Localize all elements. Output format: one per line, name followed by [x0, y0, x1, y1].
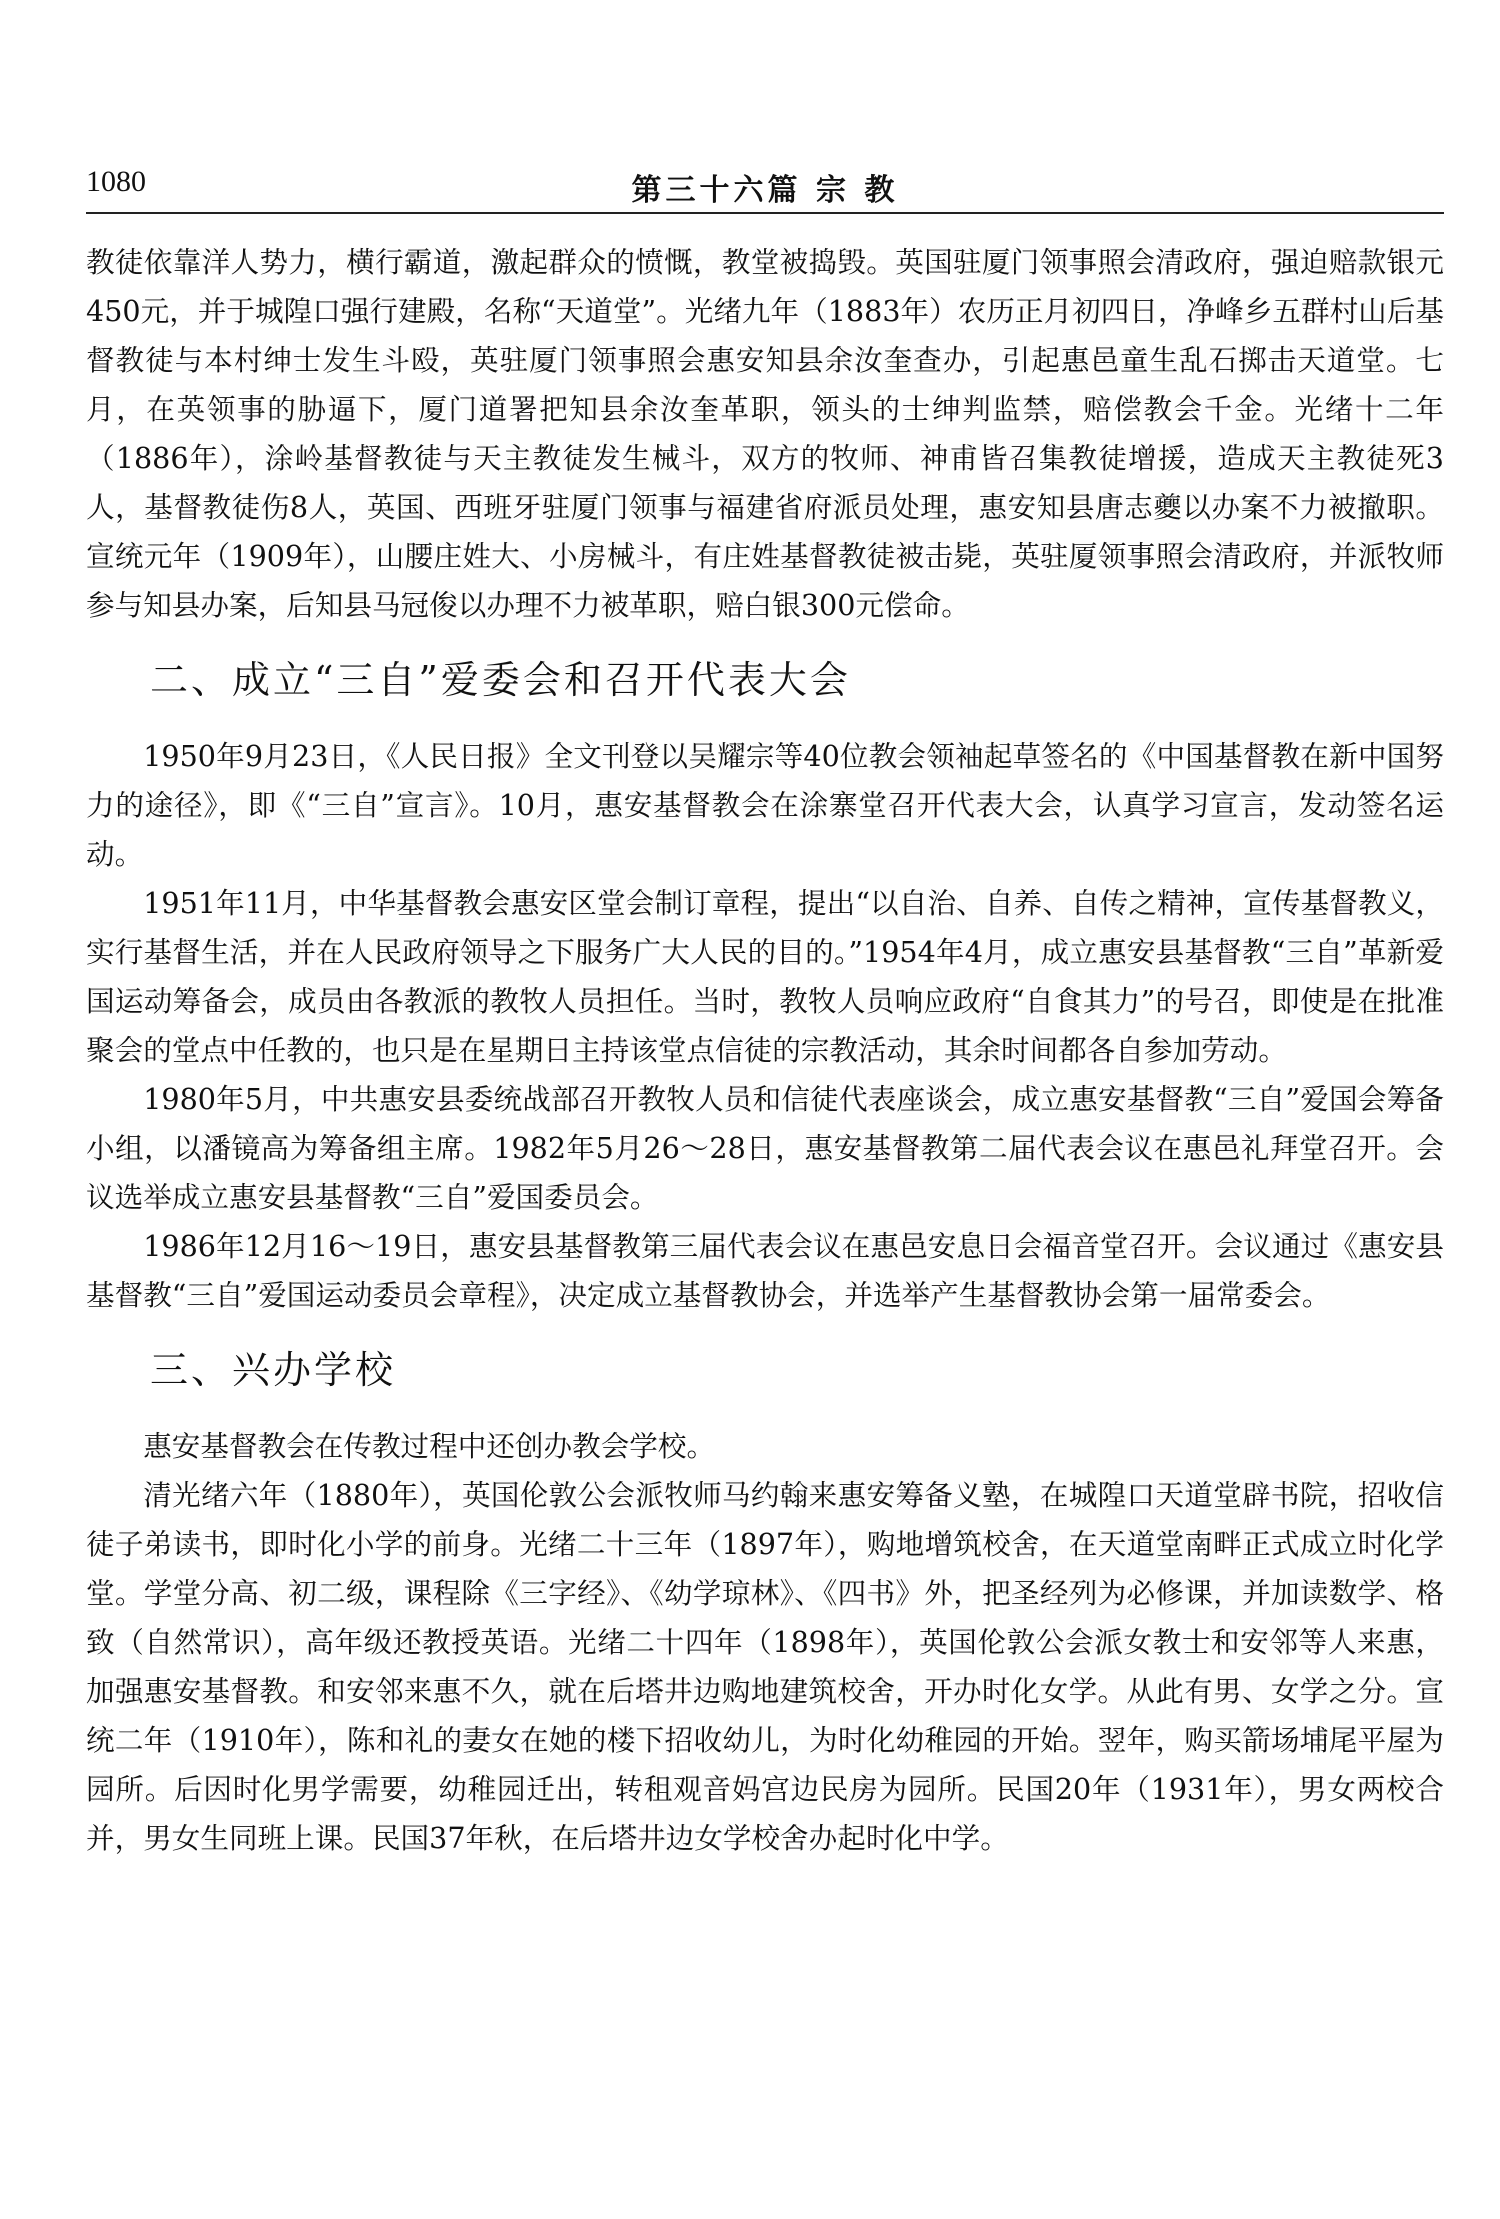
paragraph: 清光绪六年（1880年），英国伦敦公会派牧师马约翰来惠安筹备义塾，在城隍口天道堂辟书院，招收信徒子弟读书，即时化小学的前身。光绪二十三年（1897年），购地增筑校舍，在天道堂南畔正式成立时化学堂。学堂分高、初二级，课程除《三字经》、《幼学琼林》、《四书》外，把圣经列为必修课，并加读数学、格致（自然常识），高年级还教授英语。光绪二十四年（1898年），英国伦敦公会派女教士和安邻等人来惠，加强惠安基督教。和安邻来惠不久，就在后塔井边购地建筑校舍，开办时化女学。从此有男、女学之分。宣统二年（1910年），陈和礼的妻女在她的楼下招收幼儿，为时化幼稚园的开始。翌年，购买箭场埔尾平屋为园所。后因时化男学需要，幼稚园迁出，转租观音妈宫边民房为园所。民国20年（1931年），男女两校合并，男女生同班上课。民国37年秋，在后塔井边女学校舍办起时化中学。 — [86, 1478, 1444, 1855]
book-page — [86, 0, 1444, 2219]
page-content — [86, 238, 1444, 1863]
paragraph: 惠安基督教会在传教过程中还创办教会学校。 — [143, 1429, 716, 1463]
paragraph: 教徒依靠洋人势力，横行霸道，激起群众的愤慨，教堂被捣毁。英国驻厦门领事照会清政府，强迫赔款银元450元，并于城隍口强行建殿，名称“天道堂”。光绪九年（1883年）农历正月初四日，净峰乡五群村山后基督教徒与本村绅士发生斗殴，英驻厦门领事照会惠安知县余汝奎查办，引起惠邑童生乱石掷击天道堂。七月，在英领事的胁逼下，厦门道署把知县余汝奎革职，领头的士绅判监禁，赔偿教会千金。光绪十二年（1886年），涂岭基督教徒与天主教徒发生械斗，双方的牧师、神甫皆召集教徒增援，造成天主教徒死3人，基督教徒伤8人，英国、西班牙驻厦门领事与福建省府派员处理，惠安知县唐志夔以办案不力被撤职。宣统元年（1909年），山腰庄姓大、小房械斗，有庄姓基督教徒被击毙，英驻厦领事照会清政府，并派牧师参与知县办案，后知县马冠俊以办理不力被革职，赔白银300元偿命。 — [86, 245, 1444, 622]
paragraph: 1950年9月23日，《人民日报》全文刊登以吴耀宗等40位教会领袖起草签名的《中国基督教在新中国努力的途径》，即《“三自”宣言》。10月，惠安基督教会在涂寨堂召开代表大会，认真学习宣言，发动签名运动。 — [86, 739, 1444, 871]
paragraph: 1980年5月，中共惠安县委统战部召开教牧人员和信徒代表座谈会，成立惠安基督教“三自”爱国会筹备小组，以潘镜高为筹备组主席。1982年5月26～28日，惠安基督教第二届代表会议在惠邑礼拜堂召开。会议选举成立惠安县基督教“三自”爱国委员会。 — [86, 1082, 1444, 1214]
page-number: 1080 — [86, 165, 146, 198]
chapter-title: 第三十六篇 宗 教 — [631, 173, 899, 208]
header-rule — [86, 212, 1444, 214]
section-heading: 三、兴办学校 — [150, 1348, 397, 1392]
section-heading: 二、成立“三自”爱委会和召开代表大会 — [150, 658, 851, 702]
paragraph: 1986年12月16～19日，惠安县基督教第三届代表会议在惠邑安息日会福音堂召开。会议通过《惠安县基督教“三自”爱国运动委员会章程》，决定成立基督教协会，并选举产生基督教协会第一届常委会。 — [86, 1229, 1444, 1312]
running-header — [86, 165, 1444, 209]
paragraph: 1951年11月，中华基督教会惠安区堂会制订章程，提出“以自治、自养、自传之精神，宣传基督教义，实行基督生活，并在人民政府领导之下服务广大人民的目的。”1954年4月，成立惠安县基督教“三自”革新爱国运动筹备会，成员由各教派的教牧人员担任。当时，教牧人员响应政府“自食其力”的号召，即使是在批准聚会的堂点中任教的，也只是在星期日主持该堂点信徒的宗教活动，其余时间都各自参加劳动。 — [86, 886, 1444, 1067]
